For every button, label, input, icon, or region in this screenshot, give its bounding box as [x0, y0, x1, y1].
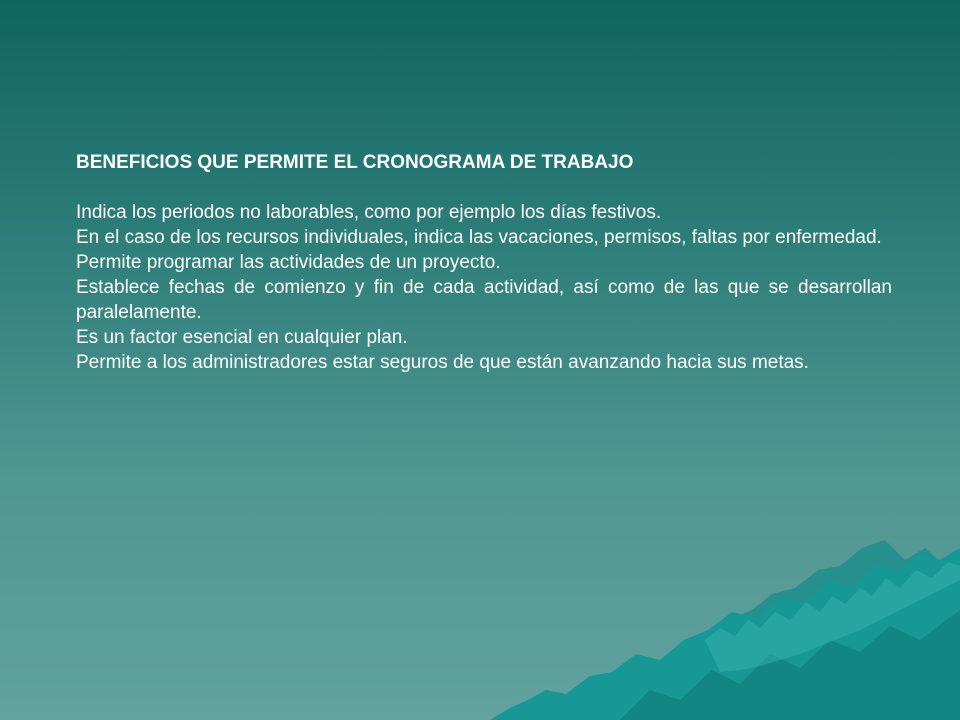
title-spacer [76, 175, 892, 200]
benefit-paragraph: Indica los periodos no laborables, como por ejemplo los días festivos. [76, 202, 662, 223]
slide-content [76, 150, 892, 375]
benefit-paragraph: Permite a los administradores estar seguros de que están avanzando hacia sus metas. [76, 352, 809, 373]
benefit-paragraph: Es un factor esencial en cualquier plan. [76, 327, 408, 348]
benefit-paragraph: Establece fechas de comienzo y fin de cada actividad, así como de las que se desarrollan paralelamente. [76, 277, 892, 323]
slide-title: BENEFICIOS QUE PERMITE EL CRONOGRAMA DE TRABAJO [76, 152, 634, 173]
benefit-paragraph: Permite programar las actividades de un proyecto. [76, 252, 501, 273]
benefit-paragraph: En el caso de los recursos individuales, indica las vacaciones, permisos, faltas por enfermedad. [76, 227, 882, 248]
